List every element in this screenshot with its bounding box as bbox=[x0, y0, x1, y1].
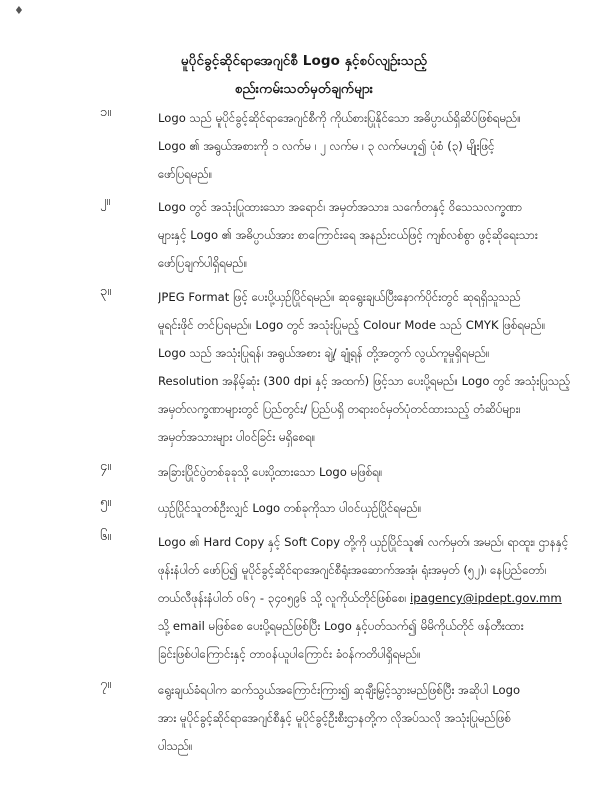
item-line: Logo ၏ အရွယ်အစားကို ၁ လက်မ ၊ ၂ လက်မ ၊ ၃ လက်မဟူ၍ ပုံစံ (၃) မျိုးဖြင့် bbox=[158, 139, 495, 153]
item-line: ခြင်းဖြစ်ပါကြောင်းနှင့် တာဝန်ယူပါကြောင်း ခံဝန်ကတိပါရှိရမည်။ bbox=[158, 647, 421, 661]
item-line: ဖော်ပြချက်ပါရှိရမည်။ bbox=[158, 256, 248, 270]
item-line: ယှဉ်ပြိုင်သူတစ်ဦးလျှင် Logo တစ်ခုကိုသာ ပါဝင်ယှဉ်ပြိုင်ရမည်။ bbox=[158, 501, 422, 515]
item-line: JPEG Format ဖြင့် ပေးပို့ယှဉ်ပြိုင်ရမည်။ ဆုရွေးချယ်ပြီးနောက်ပိုင်းတွင် ဆုရရှိသူသည် bbox=[158, 290, 521, 304]
corner-mark-icon: ♦ bbox=[14, 4, 24, 17]
item-number: ၃။ bbox=[100, 284, 112, 299]
item-line: ဖုန်းနံပါတ် ဖော်ပြ၍ မူပိုင်ခွင့်ဆိုင်ရာအေဂျင်စီရုံးအဆောက်အအုံ၊ ရုံးအမှတ် (၅၂)၊ နေပြည်တော်၊ bbox=[158, 563, 547, 577]
item-line: Logo တွင် အသုံးပြုထားသော အရောင်၊ အမှတ်အသား၊ သင်္ကေတနှင့် ဝိသေသလက္ခဏာ bbox=[158, 200, 523, 214]
item-text bbox=[158, 193, 598, 277]
item-line: မူရင်းဖိုင် တင်ပြရမည်။ Logo တွင် အသုံးပြုမည့် Colour Mode သည် CMYK ဖြစ်ရမည်။ bbox=[158, 318, 546, 332]
item-text bbox=[158, 283, 598, 451]
item-number: ၂။ bbox=[100, 194, 111, 209]
item-number: ၄။ bbox=[100, 459, 112, 474]
item-number: ၇။ bbox=[100, 677, 112, 692]
item-line: Resolution အနိမ့်ဆုံး (300 dpi နှင့် အထက်) ဖြင့်သာ ပေးပို့ရမည်။ Logo တွင် အသုံးပြုသည့် bbox=[158, 374, 571, 388]
item-line: အား မူပိုင်ခွင့်ဆိုင်ရာအေဂျင်စီနှင့် မူပိုင်ခွင့်ဦးစီးဌာနတို့က လိုအပ်သလို အသုံးပြုမည်ဖြစ် bbox=[158, 711, 511, 725]
item-line: Logo သည် မူပိုင်ခွင့်ဆိုင်ရာအေဂျင်စီကို ကိုယ်စားပြုနိုင်သော အဓိပ္ပာယ်ရှိဆိပ်ဖြစ်ရမည်။ bbox=[158, 111, 521, 125]
item-line: Logo သည် အသုံးပြုရန်၊ အရွယ်အစား ချဲ့/ ချုံ့ရန် တို့အတွက် လွယ်ကူမှုရှိရမည်။ bbox=[158, 346, 490, 360]
item-number: ၁။ bbox=[100, 105, 112, 120]
item-line: သို့ email မဖြစ်စေ ပေးပို့ရမည်ဖြစ်ပြီး Logo နှင့်ပတ်သက်၍ မိမိကိုယ်တိုင် ဖန်တီးထား bbox=[158, 619, 524, 633]
document-title-line-1: မူပိုင်ခွင့်ဆိုင်ရာအေဂျင်စီ Logo နှင့်စပ်လျဉ်းသည့် bbox=[180, 53, 428, 69]
item-number: ၅။ bbox=[100, 495, 112, 510]
item-text bbox=[158, 104, 598, 188]
document-title-line-2: စည်းကမ်းသတ်မှတ်ချက်များ bbox=[234, 81, 374, 97]
item-line: ပါသည်။ bbox=[158, 739, 193, 753]
item-line: အမှတ်လက္ခဏာများတွင် ပြည်တွင်း/ ပြည်ပရှိ တရားဝင်မှတ်ပုံတင်ထားသည့် တံဆိပ်များ၊ bbox=[158, 402, 521, 416]
item-line: များနှင့် Logo ၏ အဓိပ္ပာယ်အား စာကြောင်းရေ အနည်းငယ်ဖြင့် ကျစ်လစ်စွာ ဖွင့်ဆိုရေးသား bbox=[158, 228, 538, 242]
item-text bbox=[158, 458, 598, 486]
item-line: ဖော်ပြရမည်။ bbox=[158, 167, 213, 181]
item-line: Logo ၏ Hard Copy နှင့် Soft Copy တို့ကို ယှဉ်ပြိုင်သူ၏ လက်မှတ်၊ အမည်၊ ရာထူး၊ ဌာနနှင့် bbox=[158, 535, 569, 549]
item-line bbox=[158, 584, 598, 612]
email-link[interactable]: ipagency@ipdept.gov.mm bbox=[410, 591, 562, 605]
item-text bbox=[158, 494, 598, 522]
item-line: အခြားပြိုင်ပွဲတစ်ခုခုသို့ ပေးပို့ထားသော Logo မဖြစ်ရ။ bbox=[158, 465, 383, 479]
item-line-text: တယ်လီဖုန်းနံပါတ် ၀၆၇ - ၃၄၀၅၉၆ သို့ လူကိုယ်တိုင်ဖြစ်စေ၊ bbox=[158, 591, 407, 605]
item-text bbox=[158, 676, 598, 760]
item-line: အမှတ်အသားများ ပါဝင်ခြင်း မရှိစေရ။ bbox=[158, 430, 316, 444]
item-number: ၆။ bbox=[100, 529, 112, 544]
item-text bbox=[158, 528, 598, 668]
item-line: ရွေးချယ်ခံရပါက ဆက်သွယ်အကြောင်းကြား၍ ဆုချီးမြှင့်သွားမည်ဖြစ်ပြီး အဆိုပါ Logo bbox=[158, 683, 521, 697]
